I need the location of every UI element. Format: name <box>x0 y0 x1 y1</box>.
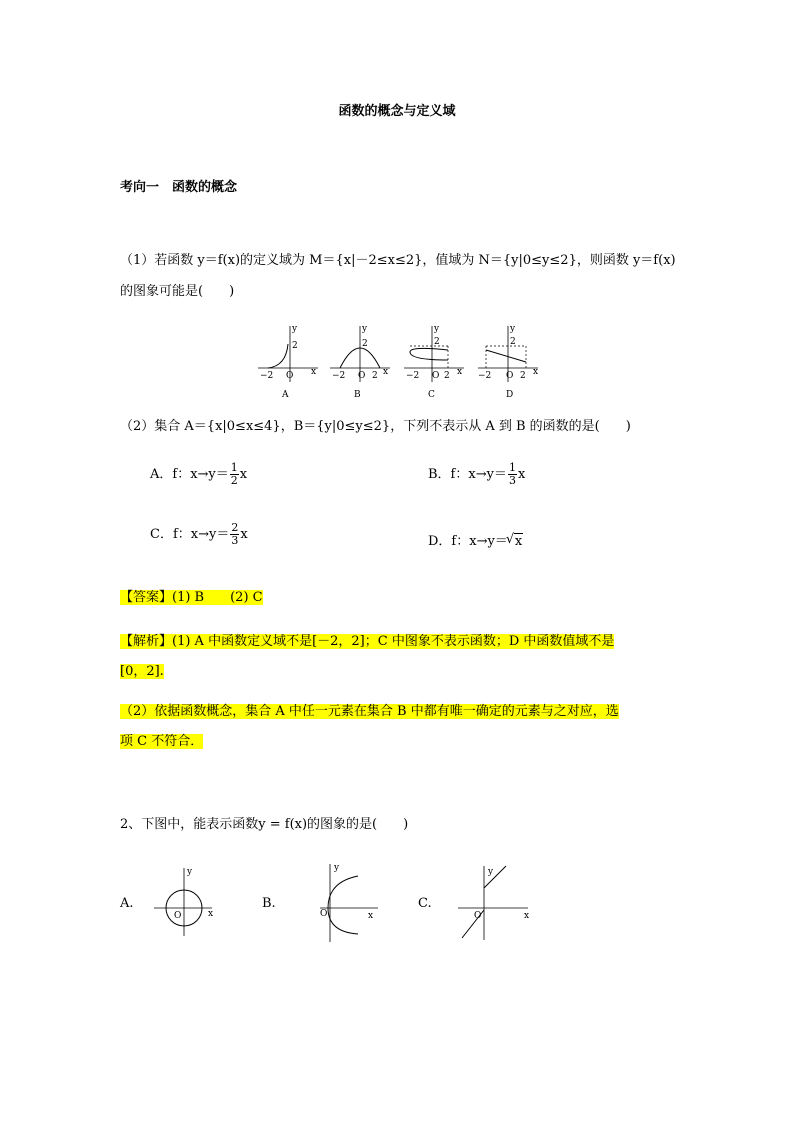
q2-option-b <box>428 462 525 487</box>
graph-c-origin: O <box>432 371 440 381</box>
answer-text: 【答案】(1) B (2) C <box>120 590 263 605</box>
graph-c-tick-2x: 2 <box>444 371 450 381</box>
analysis-line3 <box>120 700 619 719</box>
q2-stem: （2）集合 A＝{x|0≤x≤4}，B＝{y|0≤y≤2}，下列不表示从 A 到 B 的函数的是( ) <box>120 419 631 434</box>
graph-a-origin: O <box>286 371 294 381</box>
analysis-text-2: [0，2]. <box>120 664 164 679</box>
q2-option-a-label: A．f：x→y＝ <box>150 467 229 482</box>
q3-graph-b-origin: O <box>320 909 328 919</box>
q2-option-a-frac <box>230 462 239 487</box>
q3-graph-c-y-label: y <box>488 867 494 877</box>
graph-d-line <box>486 350 526 362</box>
q2-option-c-label: C．f：x→y＝ <box>150 527 230 542</box>
graph-b-tick-2: 2 <box>362 339 368 349</box>
q3-graph-b-curve <box>328 876 358 934</box>
q2-option-c-num: 2 <box>231 521 239 534</box>
q2-option-d-label: D．f：x→y＝ <box>428 534 508 549</box>
graph-b-tick-neg2: −2 <box>332 371 346 381</box>
q3-option-a-label: A. <box>120 896 134 911</box>
q3-graph-a-origin: O <box>174 911 182 921</box>
graph-a <box>256 322 320 402</box>
graph-a-curve <box>268 344 288 368</box>
graph-a-label: A <box>282 390 289 400</box>
q2-option-a-tail: x <box>239 467 248 482</box>
q1-line2: 的图象可能是( ) <box>120 284 235 299</box>
analysis-text-4: 项 C 不符合． <box>120 734 204 749</box>
q2-option-b-label: B．f：x→y＝ <box>428 467 507 482</box>
answer-line <box>120 586 263 605</box>
analysis-line1 <box>120 630 614 649</box>
q2-option-a-num: 1 <box>230 461 238 474</box>
q3-option-b-label: B. <box>262 896 276 911</box>
graph-c <box>402 322 466 402</box>
q3-graph-a <box>152 864 222 938</box>
graph-d-origin: O <box>506 371 514 381</box>
q3-graph-b-x-label: x <box>368 911 374 921</box>
analysis-line4 <box>120 730 203 749</box>
q3-graph-b <box>314 860 384 944</box>
q3-graph-b-y-label: y <box>334 863 340 873</box>
graph-b-tick-2x: 2 <box>372 371 378 381</box>
q2-option-b-tail: x <box>517 467 526 482</box>
q2-option-d-sqrt: √ x <box>514 533 523 549</box>
graph-c-y-label: y <box>434 324 440 334</box>
graph-b-y-label: y <box>362 324 368 334</box>
graph-a-y-label: y <box>292 324 298 334</box>
graph-b <box>328 322 392 402</box>
graph-a-tick-neg2: −2 <box>260 371 274 381</box>
graph-d <box>476 322 540 402</box>
q2-option-c-den: 3 <box>231 534 239 547</box>
q3-graph-a-y-label: y <box>187 867 193 877</box>
graph-b-origin: O <box>358 371 366 381</box>
q2-option-c <box>150 522 248 547</box>
q2-option-b-num: 1 <box>508 461 516 474</box>
q3-option-c-label: C. <box>418 896 432 911</box>
analysis-text-1: 【解析】(1) A 中函数定义域不是[－2，2]；C 中图象不表示函数；D 中函数值域不是 <box>120 634 615 649</box>
graph-b-label: B <box>354 390 361 400</box>
q2-option-c-frac <box>230 522 239 547</box>
graph-c-tick-neg2: −2 <box>406 371 420 381</box>
graph-d-tick-neg2: −2 <box>478 371 492 381</box>
graph-d-label: D <box>506 390 514 400</box>
graph-b-x-label: x <box>383 367 389 377</box>
section-heading: 考向一 函数的概念 <box>120 180 238 195</box>
analysis-text-3: （2）依据函数概念，集合 A 中任一元素在集合 B 中都有唯一确定的元素与之对应，选 <box>120 704 619 719</box>
q3-graph-c-origin: O <box>474 911 482 921</box>
graph-c-x-label: x <box>457 367 463 377</box>
graph-c-tick-2: 2 <box>434 337 440 347</box>
graph-c-label: C <box>428 390 435 400</box>
analysis-line2 <box>120 660 164 679</box>
q3-graph-c <box>456 862 536 942</box>
q2-option-a <box>150 462 247 487</box>
graph-a-tick-2: 2 <box>292 341 298 351</box>
graph-d-x-label: x <box>533 367 539 377</box>
graph-d-tick-2: 2 <box>510 337 516 347</box>
q2-option-d <box>428 530 523 549</box>
graph-c-curve <box>410 348 448 360</box>
q3-graph-c-x-label: x <box>524 911 530 921</box>
q1-line1: （1）若函数 y＝f(x)的定义域为 M＝{x|－2≤x≤2}，值域为 N＝{y|0≤y≤2}，则函数 y＝f(x) <box>120 253 676 268</box>
graph-d-y-label: y <box>510 324 516 334</box>
graph-a-x-label: x <box>311 367 317 377</box>
q2-option-b-den: 3 <box>508 474 516 487</box>
q2-option-a-den: 2 <box>230 474 238 487</box>
q2-option-c-tail: x <box>240 527 248 542</box>
q2-option-b-frac <box>508 462 517 487</box>
page-title: 函数的概念与定义域 <box>338 104 456 119</box>
q3-stem: 2、下图中，能表示函数y = f(x)的图象的是( ) <box>120 817 409 832</box>
graph-d-tick-2x: 2 <box>520 371 526 381</box>
q3-graph-a-x-label: x <box>208 909 214 919</box>
